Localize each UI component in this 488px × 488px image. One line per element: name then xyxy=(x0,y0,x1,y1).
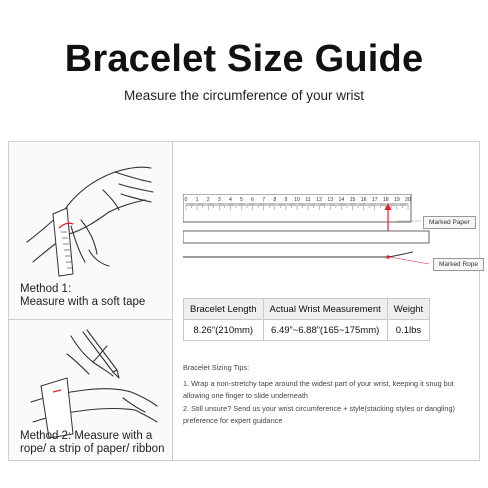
ruler-tick-label: 20 xyxy=(405,197,411,203)
header-bracelet-length: Bracelet Length xyxy=(184,299,264,320)
header-weight: Weight xyxy=(387,299,429,320)
ruler-tick-label: 3 xyxy=(217,197,221,203)
ruler-tick-label: 8 xyxy=(273,197,277,203)
soft-tape-hand-illustration xyxy=(23,150,161,278)
cell-wrist-measurement: 6.49”~6.88”(165~175mm) xyxy=(263,320,387,341)
ruler-tick-label: 11 xyxy=(305,197,311,203)
size-table-header-row xyxy=(184,299,430,320)
ruler-tick-label: 13 xyxy=(327,197,334,203)
ruler-tick-label: 6 xyxy=(251,197,255,203)
ruler-tick-label: 18 xyxy=(382,197,389,203)
marked-rope-tag: Marked Rope xyxy=(433,258,484,271)
ruler-tick-label: 7 xyxy=(262,197,266,203)
marked-rope xyxy=(183,252,413,257)
measurement-panel xyxy=(173,142,479,460)
method-2-description: rope/ a strip of paper/ ribbon xyxy=(20,443,165,455)
ruler-tick-label: 14 xyxy=(338,197,345,203)
cell-weight: 0.1lbs xyxy=(387,320,429,341)
method-2-title: Method 2: Measure with a xyxy=(20,430,153,442)
ruler-tick-label: 16 xyxy=(360,197,367,203)
ruler-tick-label: 9 xyxy=(284,197,288,203)
ruler-tick-label: 19 xyxy=(394,197,400,203)
cell-bracelet-length: 8.26”(210mm) xyxy=(184,320,264,341)
ruler-tick-label: 15 xyxy=(349,197,356,203)
ruler-tick-label: 12 xyxy=(316,197,323,203)
method-2-label xyxy=(20,430,164,456)
ruler-tick-label: 10 xyxy=(294,197,300,203)
methods-panel xyxy=(9,142,173,460)
marked-paper-tag: Marked Paper xyxy=(423,216,476,229)
tip-1: 1. Wrap a non-stretchy tape around the widest part of your wrist, keeping it snug but allowing one finger to slide underneath xyxy=(183,378,454,400)
table-row xyxy=(184,320,430,341)
tip-2: 2. Still unsure? Send us your wrist circumference + style(stacking styles or dangling) preference for expert guidance xyxy=(183,403,455,425)
paper-strip-hand-illustration xyxy=(27,326,161,438)
ruler-tick-label: 5 xyxy=(240,197,243,203)
header-wrist-measurement: Actual Wrist Measurement xyxy=(263,299,387,320)
ruler-tick-label: 2 xyxy=(206,197,210,203)
method-1-description: Measure with a soft tape xyxy=(20,296,146,308)
ruler-tick-label: 0 xyxy=(184,197,188,203)
sizing-tips xyxy=(183,362,473,428)
ruler-tick-label: 17 xyxy=(371,197,378,203)
ruler-tick-label: 1 xyxy=(195,197,199,203)
guide-frame xyxy=(8,141,480,461)
marked-paper-strip xyxy=(183,231,429,243)
page-subtitle: Measure the circumference of your wrist xyxy=(123,88,365,103)
methods-divider xyxy=(9,319,173,320)
size-table xyxy=(183,298,430,341)
ruler-tick-label: 4 xyxy=(228,197,232,203)
method-1-label xyxy=(20,283,145,309)
ruler-illustration xyxy=(183,194,473,284)
page-title: Bracelet Size Guide xyxy=(64,38,424,80)
rope-mark-dot xyxy=(386,255,390,259)
method-1-title: Method 1: xyxy=(20,283,72,295)
tips-title: Bracelet Sizing Tips: xyxy=(183,363,250,372)
